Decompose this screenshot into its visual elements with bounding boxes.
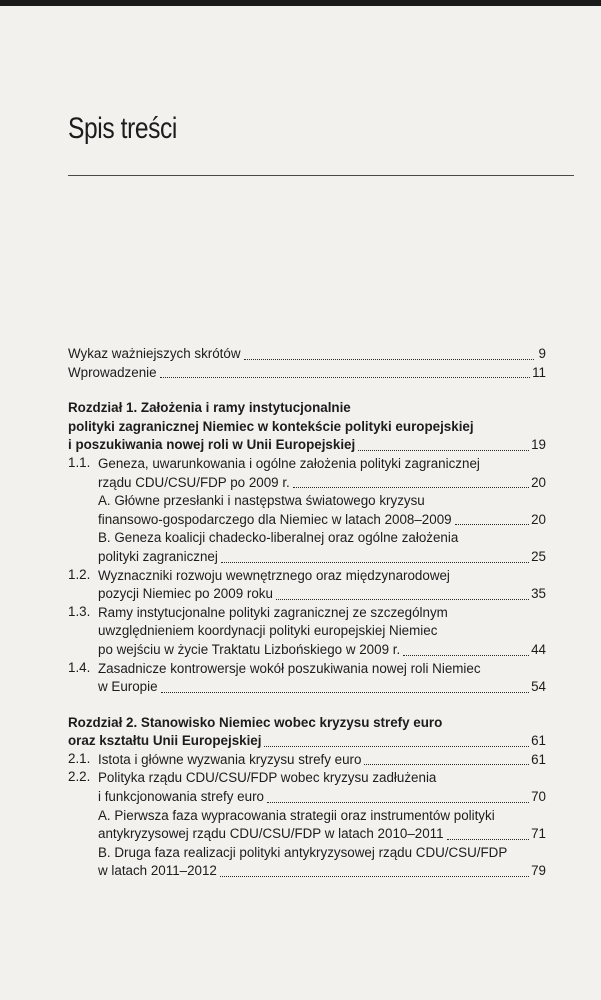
- section-text-line: Ramy instytucjonalne polityki zagranicznej ze szczególnym: [98, 604, 448, 620]
- page-number: 20: [531, 511, 546, 527]
- dot-leader: [358, 450, 529, 451]
- page-number: 54: [531, 679, 546, 695]
- section-number: 2.2.: [68, 769, 91, 785]
- section-number: 1.4.: [68, 659, 91, 675]
- toc-entry-text: Wprowadzenie: [68, 364, 157, 380]
- page-number: 19: [531, 437, 546, 453]
- page-number: 9: [538, 346, 546, 361]
- toc-section-1-2[interactable]: [68, 567, 546, 604]
- subsection-text-line: A. Pierwsza faza wypracowania strategii oraz instrumentów polityki: [98, 807, 495, 823]
- section-number: 2.1.: [68, 750, 91, 766]
- dot-leader: [264, 746, 529, 747]
- chapter-title-line: oraz kształtu Unii Europejskiej: [68, 733, 262, 749]
- scan-top-edge: [0, 0, 601, 6]
- dot-leader: [447, 839, 530, 840]
- toc-subsection-1-1-b[interactable]: [68, 529, 546, 566]
- subsection-text-line: finansowo-gospodarczego dla Niemiec w latach 2008–2009: [98, 511, 452, 527]
- section-text-line: i funkcjonowania strefy euro: [98, 789, 264, 805]
- toc-entry-introduction[interactable]: [68, 364, 546, 383]
- dot-leader: [244, 359, 534, 360]
- title-rule: [68, 175, 574, 176]
- section-text-line: Wyznaczniki rozwoju wewnętrznego oraz międzynarodowej: [98, 567, 450, 583]
- toc-chapter-2[interactable]: [68, 714, 546, 751]
- dot-leader: [221, 562, 529, 563]
- subsection-text-line: A. Główne przesłanki i następstwa światowego kryzysu: [98, 493, 425, 509]
- toc-section-1-3[interactable]: [68, 604, 546, 660]
- subsection-text-line: polityki zagranicznej: [98, 548, 218, 564]
- subsection-text-line: antykryzysowej rządu CDU/CSU/FDP w latach 2010–2011: [98, 826, 444, 842]
- subsection-text-line: B. Druga faza realizacji polityki antykryzysowej rządu CDU/CSU/FDP: [98, 844, 508, 860]
- section-number: 1.3.: [68, 603, 91, 619]
- section-number: 1.1.: [68, 454, 91, 470]
- toc-section-2-2[interactable]: [68, 769, 546, 806]
- chapter-title-line: polityki zagranicznej Niemiec w kontekście polityki europejskiej: [68, 418, 474, 434]
- dot-leader: [364, 764, 529, 765]
- page-number: 71: [531, 826, 546, 842]
- chapter-title-line: Rozdział 1. Założenia i ramy instytucjonalnie: [68, 400, 351, 416]
- page-title: Spis treści: [68, 112, 177, 145]
- dot-leader: [293, 487, 529, 488]
- toc-section-2-1[interactable]: [68, 751, 546, 770]
- toc-section-1-4[interactable]: [68, 660, 546, 697]
- dot-leader: [276, 599, 529, 600]
- table-of-contents: [68, 345, 546, 881]
- toc-subsection-1-1-a[interactable]: [68, 492, 546, 529]
- page-number: 35: [531, 586, 546, 602]
- page-number: 44: [531, 641, 546, 657]
- section-text-line: Zasadnicze kontrowersje wokół poszukiwania nowej roli Niemiec: [98, 660, 481, 676]
- page-number: 61: [531, 751, 546, 767]
- section-text-line: uwzględnieniem koordynacji polityki europejskiej Niemiec: [98, 623, 438, 639]
- page-number: 20: [531, 474, 546, 490]
- subsection-text-line: B. Geneza koalicji chadecko-liberalnej oraz ogólne założenia: [98, 530, 459, 546]
- section-text-line: Istota i główne wyzwania kryzysu strefy euro: [98, 751, 362, 767]
- section-text-line: po wejściu w życie Traktatu Lizbońskiego w 2009 r.: [98, 641, 401, 657]
- toc-subsection-2-2-a[interactable]: [68, 807, 546, 844]
- section-text-line: rządu CDU/CSU/FDP po 2009 r.: [98, 474, 290, 490]
- toc-entry-text: Wykaz ważniejszych skrótów: [68, 346, 241, 361]
- toc-subsection-2-2-b[interactable]: [68, 844, 546, 881]
- dot-leader: [160, 377, 531, 378]
- dot-leader: [455, 524, 530, 525]
- dot-leader: [161, 692, 530, 693]
- page-number: 61: [531, 733, 546, 749]
- toc-section-1-1[interactable]: [68, 455, 546, 492]
- dot-leader: [220, 876, 529, 877]
- section-text-line: pozycji Niemiec po 2009 roku: [98, 586, 273, 602]
- subsection-text-line: w latach 2011–2012: [98, 863, 217, 879]
- toc-entry-abbreviations[interactable]: [68, 345, 546, 364]
- section-text-line: Geneza, uwarunkowania i ogólne założenia polityki zagranicznej: [98, 455, 480, 471]
- section-number: 1.2.: [68, 566, 91, 582]
- dot-leader: [267, 802, 529, 803]
- section-text-line: w Europie: [98, 679, 158, 695]
- page-number: 79: [531, 863, 546, 879]
- dot-leader: [403, 655, 529, 656]
- chapter-title-line: Rozdział 2. Stanowisko Niemiec wobec kryzysu strefy euro: [68, 714, 443, 730]
- chapter-title-line: i poszukiwania nowej roli w Unii Europejskiej: [68, 437, 356, 453]
- page-number: 11: [532, 364, 546, 380]
- page-number: 70: [531, 789, 546, 805]
- toc-chapter-1[interactable]: [68, 399, 546, 455]
- section-text-line: Polityka rządu CDU/CSU/FDP wobec kryzysu zadłużenia: [98, 770, 437, 786]
- page-number: 25: [531, 548, 546, 564]
